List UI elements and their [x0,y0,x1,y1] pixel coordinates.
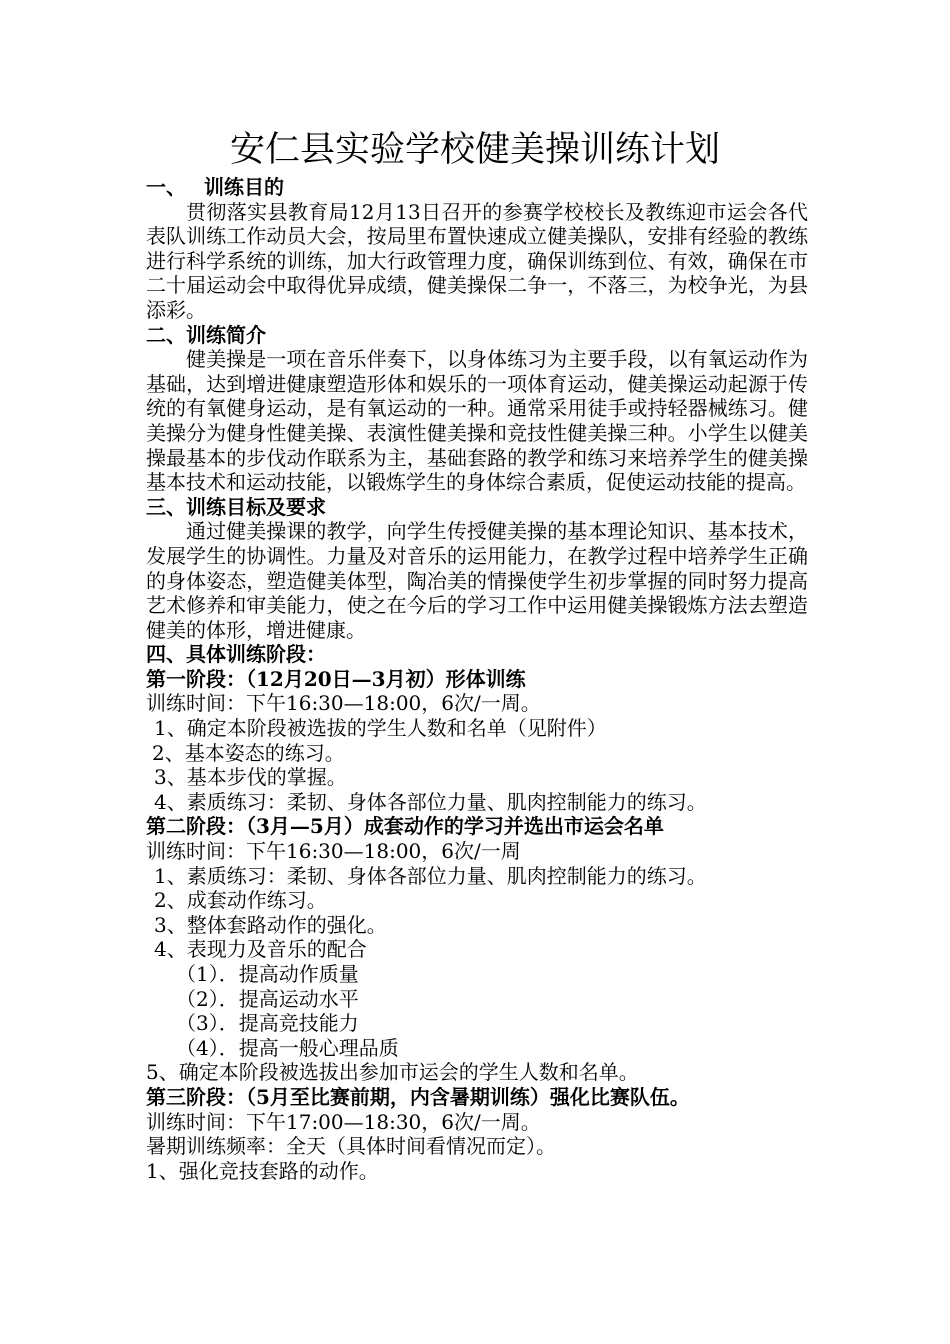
sub-list-item: （1）．提高动作质量 [176,962,359,986]
list-item: 3、基本步伐的掌握。 [154,765,347,790]
list-item: 3、整体套路动作的强化。 [154,912,387,937]
stage-2-heading: 第二阶段：（3月—5月）成套动作的学习并选出市运会名单 [146,814,664,839]
section-heading-3: 三、训练目标及要求 [146,494,326,519]
section-number: 一、 [146,175,186,199]
section-paragraph-2: 健美操是一项在音乐伴奏下，以身体练习为主要手段，以有氧运动作为基础，达到增进健康塑造形体和娱乐的一项体育运动，健美操运动起源于传统的有氧健身运动，是有氧运动的一种。通常采用徒手或持轻器械练习。健美操分为健身性健美操、表演性健美操和竞技性健美操三种。小学生以健美操最基本的步伐动作联系为主，基础套路的教学和练习来培养学生的健美操基本技术和运动技能，以锻炼学生的身体综合素质，促使运动技能的提高。 [146,347,808,495]
stage-2-time: 训练时间：下午16:30—18:00，6次/一周 [146,839,521,864]
document-title: 安仁县实验学校健美操训练计划 [229,130,720,170]
sub-list-item: （4）．提高一般心理品质 [176,1035,399,1060]
section-paragraph-3: 通过健美操课的教学，向学生传授健美操的基本理论知识、基本技术，发展学生的协调性。力量及对音乐的运用能力，在教学过程中培养学生正确的身体姿态，塑造健美体型，陶冶美的情操使学生初步掌握的同时努力提高艺术修养和审美能力，使之在今后的学习工作中运用健美操锻炼方法去塑造健美的体形，增进健康。 [146,519,808,642]
sub-list-item: （3）．提高竞技能力 [176,1011,359,1036]
list-item: 1、确定本阶段被选拔的学生人数和名单（见附件） [154,716,607,741]
stage-1-heading: 第一阶段：（12月20日—3月初）形体训练 [146,666,526,691]
stage-3-heading: 第三阶段：（5月至比赛前期，内含暑期训练）强化比赛队伍。 [146,1084,690,1109]
list-item: 1、素质练习：柔韧、身体各部位力量、肌肉控制能力的练习。 [154,863,707,888]
stage-3-summer-frequency: 暑期训练频率：全天（具体时间看情况而定）。 [146,1134,556,1159]
sub-list-item: （2）．提高运动水平 [176,986,359,1011]
section-heading-text: 训练目的 [204,175,284,199]
section-heading-4: 四、具体训练阶段： [146,642,326,667]
list-item: 1、强化竞技套路的动作。 [146,1158,379,1183]
section-paragraph-1: 贯彻落实县教育局12月13日召开的参赛学校校长及教练迎市运会各代表队训练工作动员大会，按局里布置快速成立健美操队，安排有经验的教练进行科学系统的训练，加大行政管理力度，确保训练到位、有效，确保在市二十届运动会中取得优异成绩，健美操保二争一，不落三，为校争光，为县添彩。 [146,199,808,322]
list-item: 2、成套动作练习。 [154,888,327,913]
stage-1-time: 训练时间：下午16:30—18:00，6次/一周。 [146,691,541,716]
section-heading-1 [146,175,808,200]
section-heading-2: 二、训练简介 [146,322,266,347]
stage-3-time: 训练时间：下午17:00—18:30，6次/一周。 [146,1109,541,1134]
list-item: 4、素质练习：柔韧、身体各部位力量、肌肉控制能力的练习。 [154,789,707,814]
list-item: 4、表现力及音乐的配合 [154,937,367,962]
document-body [146,175,808,1183]
list-item: 5、确定本阶段被选拔出参加市运会的学生人数和名单。 [146,1060,639,1085]
list-item: 2、基本姿态的练习。 [152,740,345,765]
